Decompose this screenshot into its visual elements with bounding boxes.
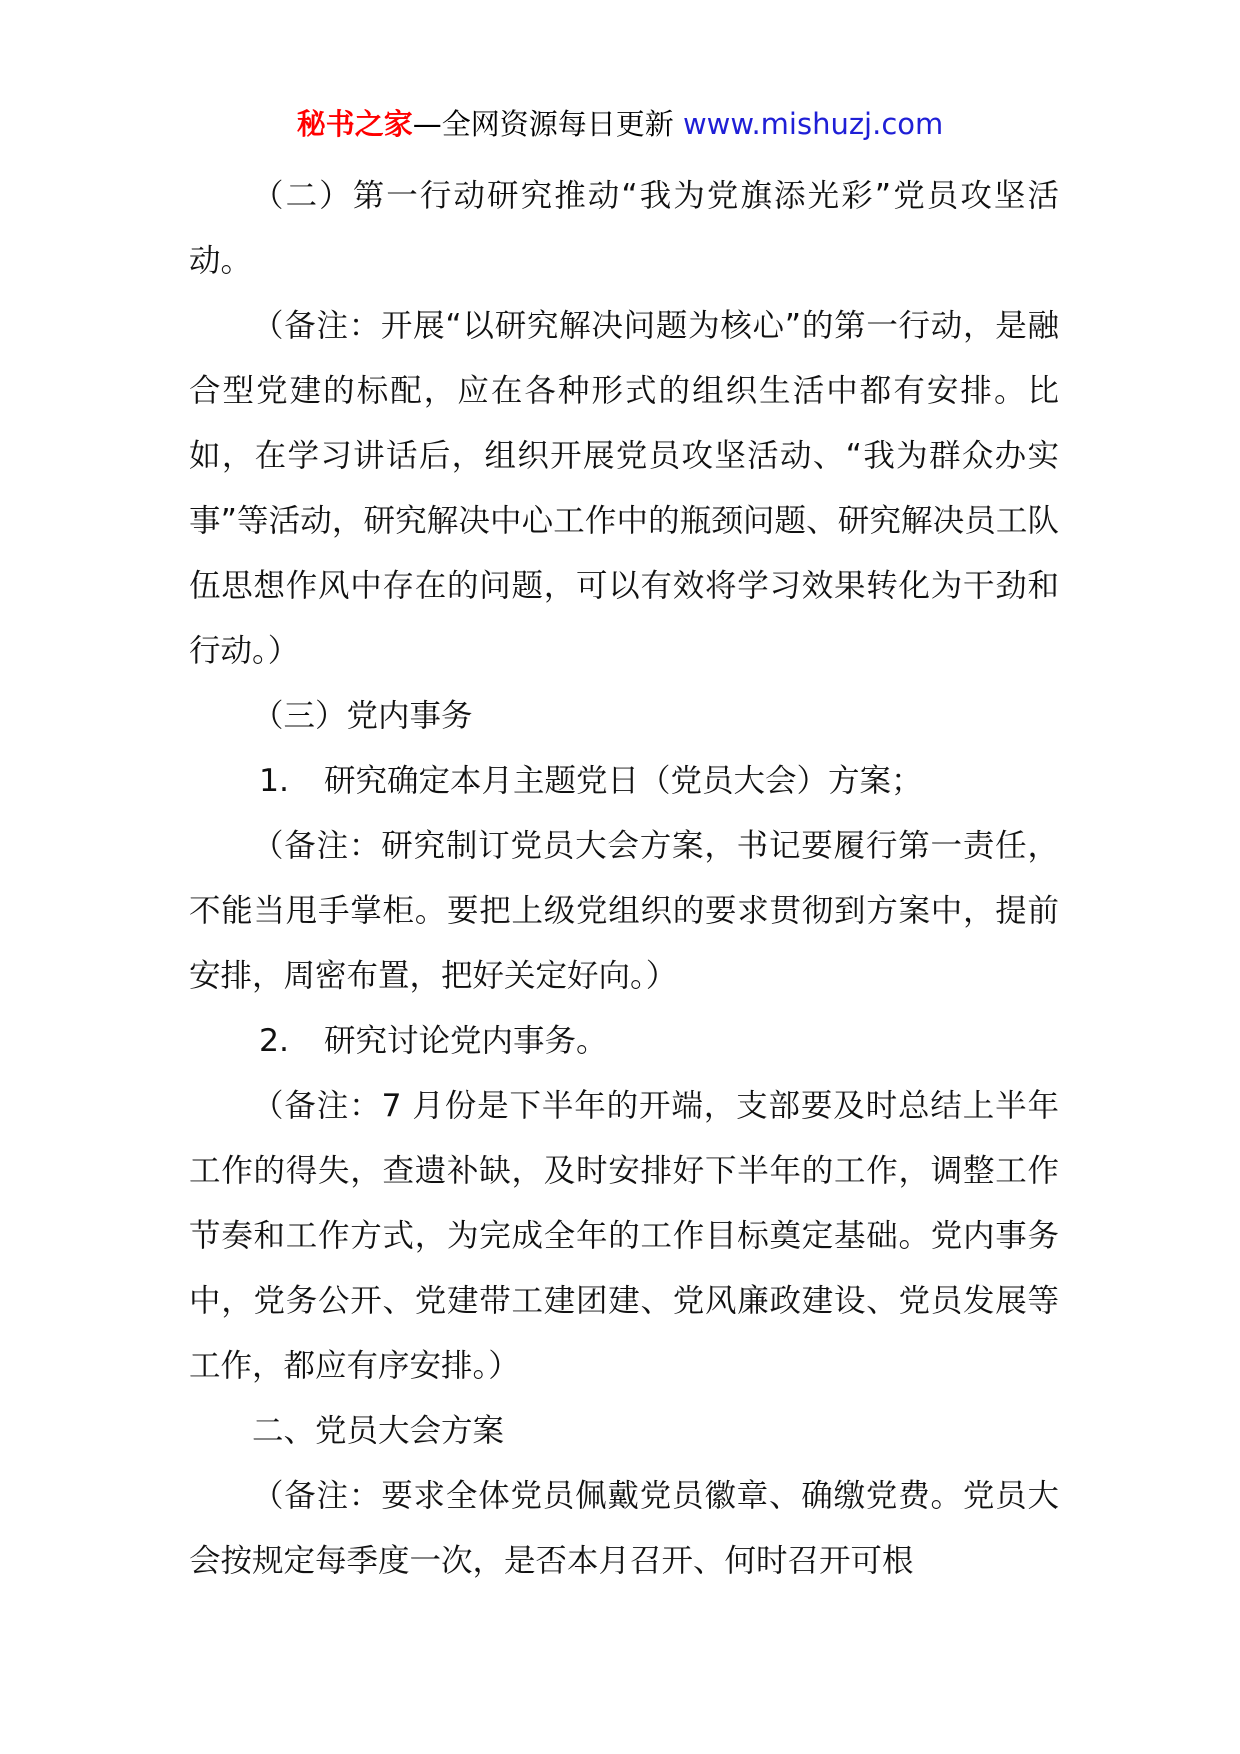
brand-name: 秘书之家 <box>296 107 413 141</box>
section-heading-3: （三）党内事务 <box>252 698 473 734</box>
site-header <box>0 102 1240 146</box>
section-heading-main: 二、党员大会方案 <box>252 1413 505 1449</box>
note-paragraph: （备注：7 月份是下半年的开端，支部要及时总结上半年工作的得失，查遗补缺，及时安排好下半年的工作，调整工作节奏和工作方式，为完成全年的工作目标奠定基础。党内事务中，党务公开、党建带工建团建、党风廉政建设、党员发展等工作，都应有序安排。） <box>189 1088 1059 1384</box>
document-body <box>189 164 1059 1594</box>
note-paragraph: （备注：研究制订党员大会方案，书记要履行第一责任，不能当甩手掌柜。要把上级党组织的要求贯彻到方案中，提前安排，周密布置，把好关定好向。） <box>189 828 1059 994</box>
list-item <box>189 1009 1059 1074</box>
header-slogan: —全网资源每日更新 <box>412 107 674 141</box>
list-item-number: 1. <box>259 763 290 799</box>
note-paragraph: （备注：要求全体党员佩戴党员徽章、确缴党费。党员大会按规定每季度一次，是否本月召开、何时召开可根 <box>189 1478 1059 1579</box>
site-url[interactable]: www.mishuzj.com <box>682 107 944 141</box>
section-heading-2: （二）第一行动研究推动“我为党旗添光彩”党员攻坚活动。 <box>189 178 1059 279</box>
list-item-number: 2. <box>259 1023 290 1059</box>
list-item-text: 研究讨论党内事务。 <box>324 1023 608 1059</box>
note-paragraph: （备注：开展“以研究解决问题为核心”的第一行动，是融合型党建的标配，应在各种形式的组织生活中都有安排。比如，在学习讲话后，组织开展党员攻坚活动、“我为群众办实事”等活动，研究解决中心工作中的瓶颈问题、研究解决员工队伍思想作风中存在的问题，可以有效将学习效果转化为干劲和行动。） <box>189 308 1059 669</box>
list-item-text: 研究确定本月主题党日（党员大会）方案； <box>324 763 923 799</box>
list-item <box>189 749 1059 814</box>
